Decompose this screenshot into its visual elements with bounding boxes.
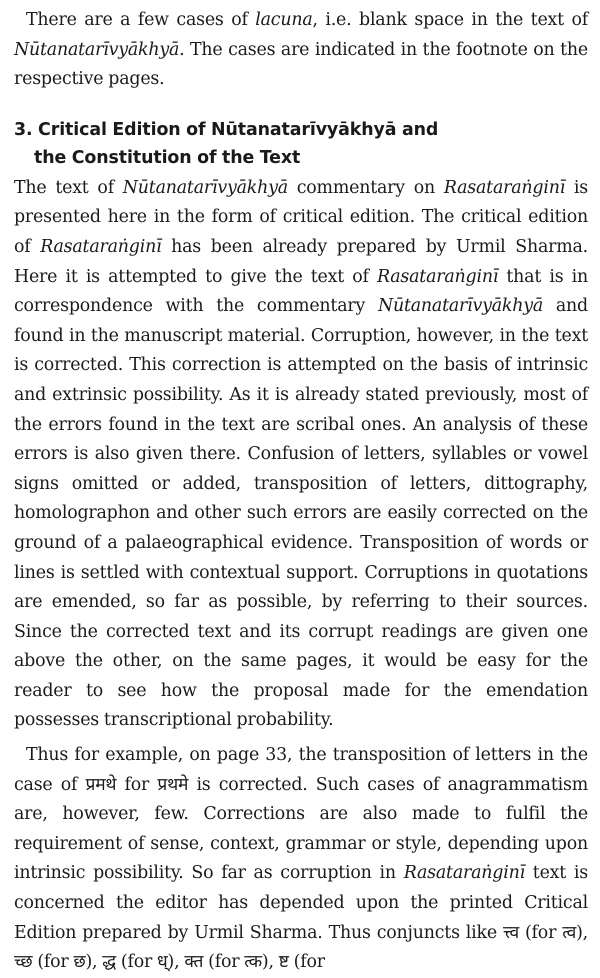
paragraph-example: Thus for example, on page 33, the transposition of letters in the case of प्रमथे for प्रथमे is corrected. Such cases of anagrammatism are, however, few. Corrections are also made to fulfil the requirement of sense, context, grammar or style, depending upon intrinsic possibility. So far as corruption in Rasataraṅginī text is concerned the editor has depended upon the printed Critical Edition prepared by Urmil Sharma. Thus conjuncts like त्त्व (for त्व), च्छ (for छ), द्ध (for ध्), क्त (for त्क), ष्ट (for <box>14 745 588 973</box>
section-heading-line2: the Constitution of the Text <box>34 147 301 168</box>
section-heading-line1: 3. Critical Edition of Nūtanatarīvyākhyā and <box>14 119 439 140</box>
document-page <box>14 0 588 978</box>
paragraph-critical-edition: The text of Nūtanatarīvyākhyā commentary on Rasataraṅginī is presented here in the form of critical edition. The critical edition of Rasataraṅginī has been already prepared by Urmil Sharma. Here it is attempted to give the text of Rasataraṅginī that is in correspondence with the commentary Nūtanatarīvyākhyā and found in the manuscript material. Corruption, however, in the text is corrected. This correction is attempted on the basis of intrinsic and extrinsic possibility. As it is already stated previously, most of the errors found in the text are scribal ones. An analysis of these errors is also given there. Confusion of letters, syllables or vowel signs omitted or added, transposition of letters, dittography, homolographon and other such errors are easily corrected on the ground of a palaeographical evidence. Transposition of words or lines is settled with contextual support. Corruptions in quotations are emended, so far as possible, by referring to their sources. Since the corrected text and its corrupt readings are given one above the other, on the same pages, it would be easy for the reader to see how the proposal made for the emendation possesses transcriptional probability. <box>14 177 589 731</box>
paragraph-lacuna: There are a few cases of lacuna, i.e. blank space in the text of Nūtanatarīvyākhyā. The cases are indicated in the footnote on the respective pages. <box>14 10 588 90</box>
section-heading <box>14 116 588 172</box>
